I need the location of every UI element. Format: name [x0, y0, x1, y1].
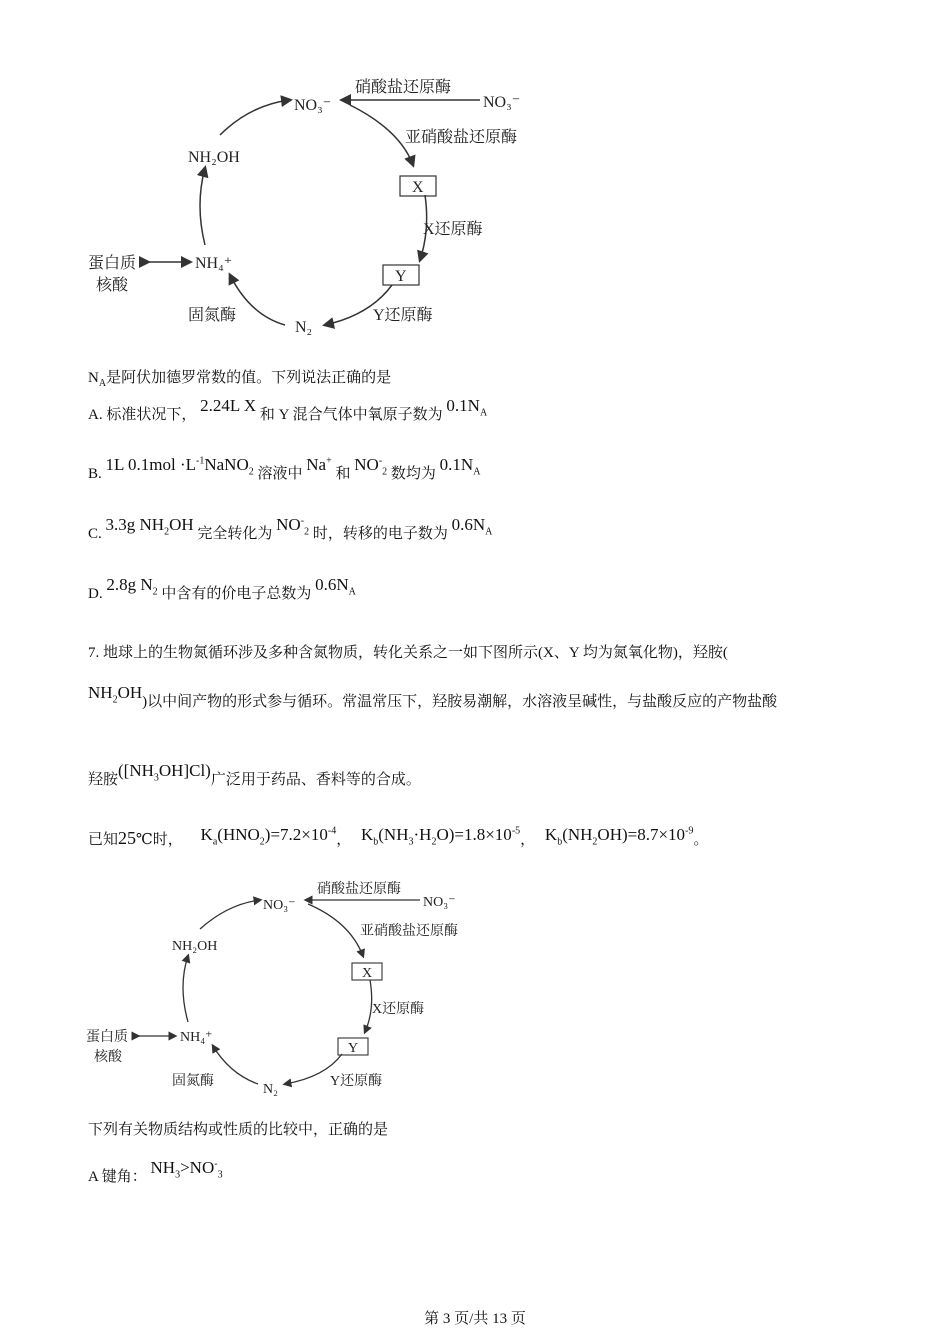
- cycle-arrow-no3-to-x: [350, 105, 413, 165]
- q7-line1: 7. 地球上的生物氮循环涉及多种含氮物质，转化关系之一如下图所示(X、Y 均为氮氧化物)，羟胺(: [88, 645, 728, 661]
- cycle-arrow-n2-to-nh4: [230, 275, 285, 325]
- no3-right-label: NO₃⁻: [483, 94, 521, 111]
- q7-option-a: A 键角： $NH_3>NO^-_3$: [88, 1158, 223, 1185]
- n2-2-label: N₂: [263, 1082, 278, 1097]
- no3-center-label: NO₃⁻: [294, 97, 332, 114]
- q6-option-a: A. 标准状况下， 2.24L X 和 Y 混合气体中氧原子数为 $0.1N_A$: [88, 396, 488, 423]
- box-x-label: X: [412, 179, 424, 196]
- cycle-arrow-nh4-to-nh2oh: [200, 168, 205, 245]
- enzyme2-y-label: Y还原酶: [330, 1074, 383, 1089]
- protein-label: 蛋白质: [88, 255, 137, 272]
- q7-question: 下列有关物质结构或性质的比较中，正确的是: [88, 1122, 389, 1138]
- enzyme-fix-label: 固氮酶: [188, 307, 237, 324]
- enzyme-y-label: Y还原酶: [373, 307, 433, 324]
- enzyme2-nitrite-label: 亚硝酸盐还原酶: [360, 924, 458, 939]
- q6-option-d: D. 2.8g $N_2$ 中含有的价电子总数为 $0.6N_A$: [88, 575, 356, 602]
- page-footer: 第 3 页/共 13 页: [424, 1311, 526, 1327]
- box2-y-label: Y: [348, 1041, 359, 1056]
- n2-label: N₂: [295, 319, 313, 336]
- cycle2-arrow-n2-to-nh4: [213, 1046, 258, 1084]
- nh4-label: NH₄⁺: [195, 255, 233, 272]
- box2-x-label: X: [362, 966, 373, 981]
- nh2oh-label: NH₂OH: [188, 149, 240, 166]
- nh4-2-label: NH₄⁺: [180, 1030, 213, 1045]
- enzyme-x-label: X还原酶: [423, 221, 483, 238]
- no3-2-right-label: NO₃⁻: [423, 895, 456, 910]
- q6-stem: $N_A$是阿伏加德罗常数的值。下列说法正确的是: [88, 370, 392, 389]
- protein2-label: 蛋白质: [86, 1030, 128, 1045]
- enzyme2-x-label: X还原酶: [372, 1002, 425, 1017]
- nucleic-label: 核酸: [96, 277, 129, 294]
- cycle-arrow-nh2oh-to-no3: [220, 100, 290, 135]
- enzyme2-nitrate-label: 硝酸盐还原酶: [317, 882, 401, 897]
- cycle2-arrow-no3-to-x: [308, 904, 363, 956]
- nucleic2-label: 核酸: [94, 1050, 122, 1065]
- enzyme-nitrite-label: 亚硝酸盐还原酶: [405, 129, 518, 146]
- enzyme-nitrate-label: 硝酸盐还原酶: [355, 79, 452, 96]
- q7-line2: $NH_2OH$)以中间产物的形式参与循环。常温常压下，羟胺易潮解，水溶液呈碱性，与盐酸反应的产物盐酸: [88, 683, 778, 710]
- nh2oh-2-label: NH₂OH: [172, 939, 218, 954]
- q7-constants: 已知25℃时， $K_a(HNO_2)=7.2\times 10^{-4}$， $K_b(NH_3\cdot H_2O)=1.8\times 10^{-5}$， $K_b(NH_2OH)=8.7\times 10^{-9}$。: [88, 825, 709, 848]
- nitrogen-cycle-diagram-1: [80, 70, 550, 345]
- q6-option-c: C. 3.3g $NH_2OH$ 完全转化为 $NO^-_2$ 时，转移的电子数为 $0.6N_A$: [88, 515, 493, 542]
- enzyme2-fix-label: 固氮酶: [172, 1074, 214, 1089]
- cycle2-arrow-x-to-y: [365, 980, 372, 1032]
- cycle2-arrow-nh2oh-to-no3: [200, 900, 260, 929]
- nitrogen-cycle-diagram-2: [80, 874, 480, 1099]
- no3-2-center-label: NO₃⁻: [263, 898, 296, 913]
- q6-option-b: B. 1L $0.1mol \cdot L^{-1}NaNO_2$ 溶液中 Na+ 和 $NO^-_2$ 数均为 $0.1N_A$: [88, 455, 481, 482]
- cycle2-arrow-nh4-to-nh2oh: [183, 956, 188, 1022]
- q7-line3: 羟胺$([NH_3OH]Cl)$广泛用于药品、香料等的合成。: [88, 761, 421, 788]
- box-y-label: Y: [395, 268, 407, 285]
